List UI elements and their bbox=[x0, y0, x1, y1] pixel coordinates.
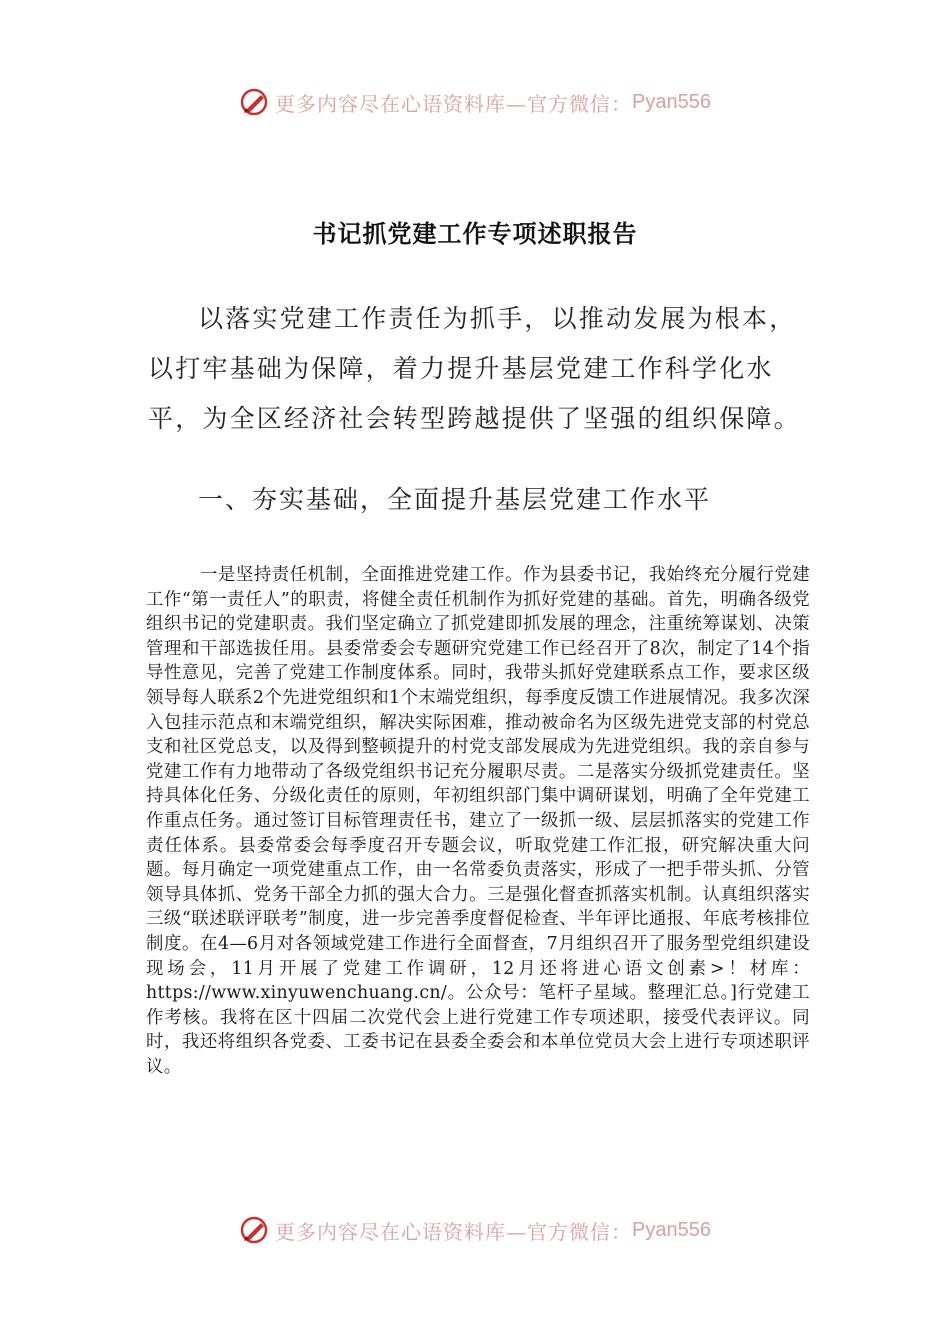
watermark-footer bbox=[0, 1210, 950, 1250]
intro-paragraph: 以落实党建工作责任为抓手，以推动发展为根本，以打牢基础为保障，着力提升基层党建工作科学化水平，为全区经济社会转型跨越提供了坚强的组织保障。 bbox=[148, 304, 801, 433]
watermark-text: 更多内容尽在心语资料库—官方微信： bbox=[275, 91, 633, 116]
watermark-header bbox=[0, 82, 950, 122]
watermark-wechat-id: Pyan556 bbox=[632, 1218, 711, 1241]
watermark-wechat-id: Pyan556 bbox=[632, 90, 711, 113]
document-title: 书记抓党建工作专项述职报告 bbox=[312, 219, 638, 248]
pen-logo-icon bbox=[239, 1215, 269, 1245]
watermark-text: 更多内容尽在心语资料库—官方微信： bbox=[275, 1219, 633, 1244]
section-heading: 一、夯实基础，全面提升基层党建工作水平 bbox=[198, 485, 712, 514]
body-paragraph: 一是坚持责任机制，全面推进党建工作。作为县委书记，我始终充分履行党建工作“第一责任人”的职责，将健全责任机制作为抓好党建的基础。首先，明确各级党组织书记的党建职责。我们坚定确立了抓党建即抓发展的理念，注重统筹谋划、决策管理和干部选拔任用。县委常委会专题研究党建工作已经召开了8次，制定了14个指导性意见，完善了党建工作制度体系。同时，我带头抓好党建联系点工作，要求区级领导每人联系2个先进党组织和1个末端党组织，每季度反馈工作进展情况。我多次深入包挂示范点和末端党组织，解决实际困难，推动被命名为区级先进党支部的村党总支和社区党总支，以及得到整顿提升的村党支部发展成为先进党组织。我的亲自参与党建工作有力地带动了各级党组织书记充分履职尽责。二是落实分级抓党建责任。坚持具体化任务、分级化责任的原则，年初组织部门集中调研谋划，明确了全年党建工作重点任务。通过签订目标管理责任书，建立了一级抓一级、层层抓落实的党建工作责任体系。县委常委会每季度召开专题会议，听取党建工作汇报，研究解决重大问题。每月确定一项党建重点工作，由一名常委负责落实，形成了一把手带头抓、分管领导具体抓、党务干部全力抓的强大合力。三是强化督查抓落实机制。认真组织落实三级“联述联评联考”制度，进一步完善季度督促检查、半年评比通报、年底考核排位制度。在4—6月对各领域党建工作进行全面督查，7月组织召开了服务型党组织建设现场会，11月开展了党建工作调研，12月还将进心语文创素>！材库：https://www.xinyuwenchuang.cn/。公众号：笔杆子星域。整理汇总。]行党建工作考核。我将在区十四届二次党代会上进行党建工作专项述职，接受代表评议。同时，我还将组织各党委、工委书记在县委全委会和本单位党员大会上进行专项述职评议。 bbox=[146, 565, 810, 1077]
pen-logo-icon bbox=[239, 87, 269, 117]
